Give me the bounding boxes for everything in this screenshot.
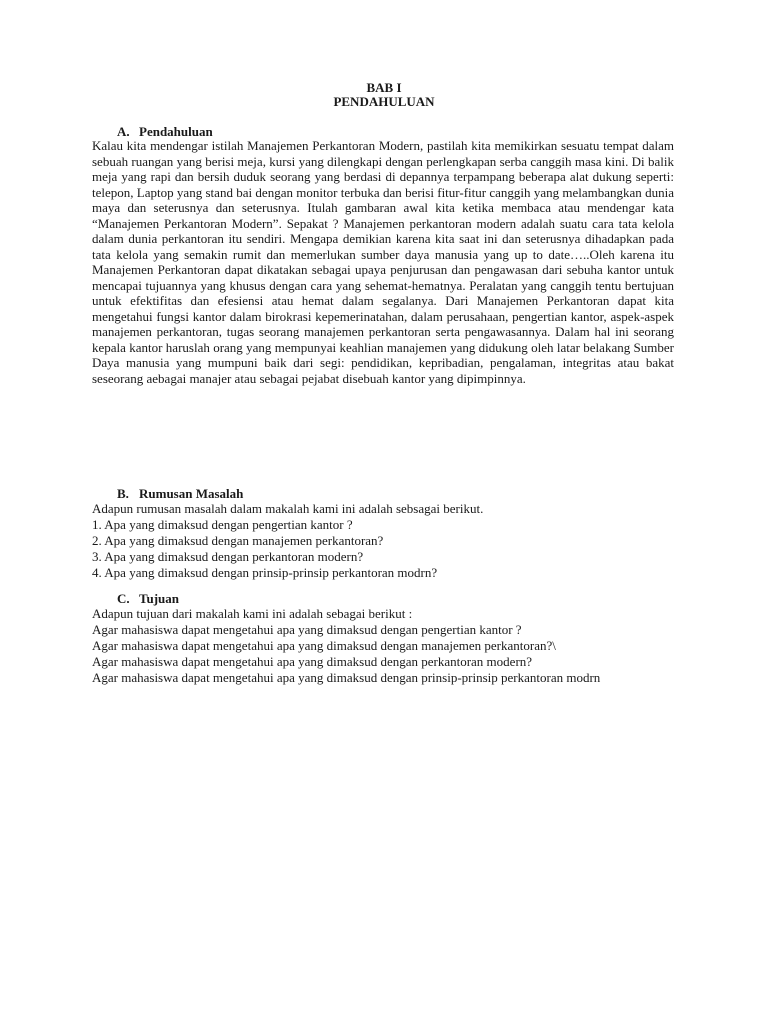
list-item: 1. Apa yang dimaksud dengan pengertian kantor ? <box>92 517 353 532</box>
section-b-title: Rumusan Masalah <box>139 486 244 501</box>
list-item: Agar mahasiswa dapat mengetahui apa yang dimaksud dengan prinsip-prinsip perkantoran modrn <box>92 670 601 685</box>
list-item: 3. Apa yang dimaksud dengan perkantoran modern? <box>92 549 364 564</box>
section-c-heading <box>117 591 179 607</box>
section-b-letter: B. <box>117 486 129 501</box>
section-c-body <box>92 606 674 686</box>
section-c-letter: C. <box>117 591 130 606</box>
chapter-number: BAB I <box>366 80 402 95</box>
list-item: 4. Apa yang dimaksud dengan prinsip-prinsip perkantoran modrn? <box>92 565 438 580</box>
section-c-intro: Adapun tujuan dari makalah kami ini adalah sebagai berikut : <box>92 606 413 621</box>
list-item: 2. Apa yang dimaksud dengan manajemen perkantoran? <box>92 533 384 548</box>
section-b-intro: Adapun rumusan masalah dalam makalah kami ini adalah sebsagai berikut. <box>92 501 484 516</box>
section-b-heading <box>117 486 243 502</box>
list-item: Agar mahasiswa dapat mengetahui apa yang dimaksud dengan manajemen perkantoran?\ <box>92 638 556 653</box>
section-a-title: Pendahuluan <box>139 124 213 139</box>
section-c-title: Tujuan <box>139 591 179 606</box>
section-a-letter: A. <box>117 124 130 139</box>
section-b-body <box>92 501 674 581</box>
section-a-paragraph: Kalau kita mendengar istilah Manajemen Perkantoran Modern, pastilah kita memikirkan sesuatu tempat dalam sebuah ruangan yang berisi meja, kursi yang dilengkapi dengan perlengkapan serba canggih masa kini. Di balik meja yang rapi dan bersih duduk seorang yang berdasi di depannya terpampang beberapa alat dukung seperti: telepon, Laptop yang stand bai dengan monitor terbuka dan berisi fitur-fitur canggih yang melambangkan dunia maya dan seterusnya dan seterusnya. Itulah gambaran awal kita ketika membaca atau mendengar kata “Manajemen Perkantoran Modern”. Sepakat ? Manajemen perkantoran modern adalah suatu cara tata kelola dalam dunia perkantoran itu sendiri. Mengapa demikian karena kita saat ini dan seterusnya dihadapkan pada tata kelola yang semakin rumit dan memerlukan sumber daya manusia yang up to date…..Oleh karena itu Manajemen Perkantoran dapat dikatakan sebagai upaya penjurusan dan pengawasan dari sebuha kantor untuk mencapai tujuannya yang khusus dengan cara yang sehemat-hematnya. Peralatan yang canggih tentu bertujuan untuk efektifitas dan efesiensi atau hemat dalam segalanya. Dari Manajemen Perkantoran dapat kita mengetahui fungsi kantor dalam birokrasi kepemerinatahan, dalam perusahaan, pengertian kantor, aspek-aspek manajemen perkantoran, tugas seorang manajemen perkantoran serta pengawasannya. Dalam hal ini seorang kepala kantor haruslah orang yang mempunyai keahlian manajemen yang didukung oleh latar belakang Sumber Daya manusia yang mumpuni baik dari segi: pendidikan, kepribadian, pengalaman, integritas atau bakat seseorang aebagai manajer atau sebagai pejabat disebuah kantor yang dipimpinnya. <box>92 138 674 386</box>
list-item: Agar mahasiswa dapat mengetahui apa yang dimaksud dengan perkantoran modern? <box>92 654 533 669</box>
list-item: Agar mahasiswa dapat mengetahui apa yang dimaksud dengan pengertian kantor ? <box>92 622 522 637</box>
chapter-title: PENDAHULUAN <box>333 94 435 109</box>
